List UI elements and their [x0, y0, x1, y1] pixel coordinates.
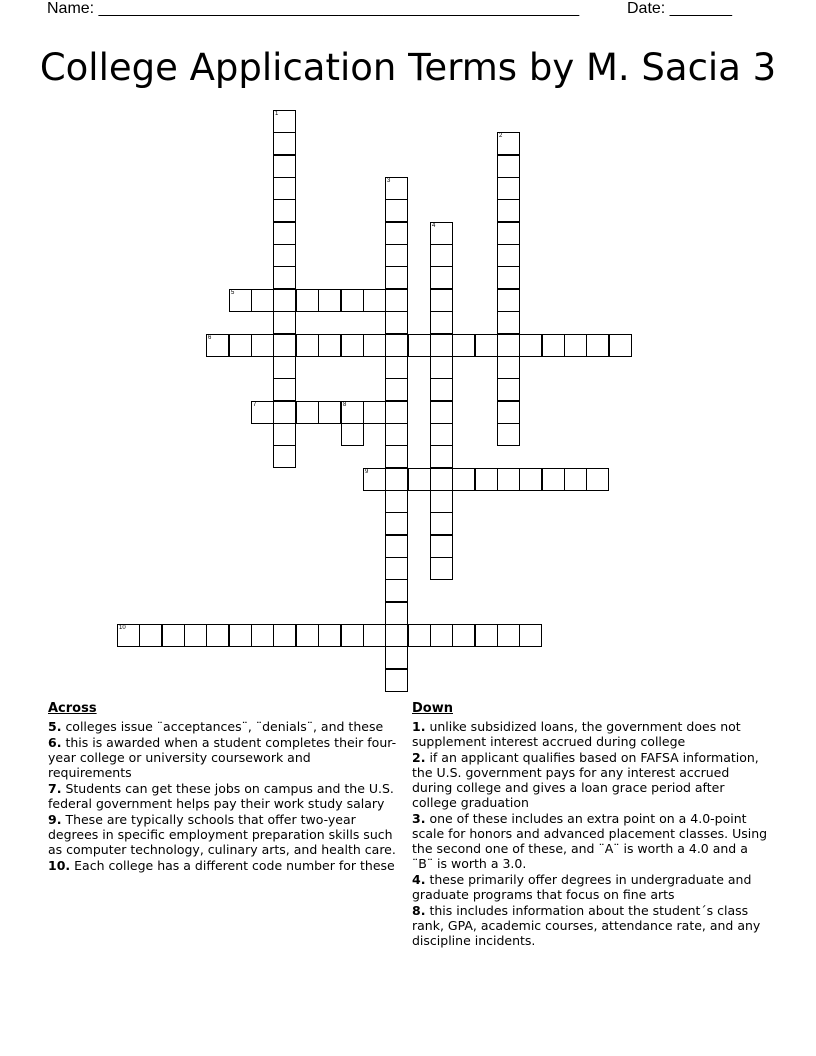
- grid-cell[interactable]: [519, 334, 542, 357]
- grid-cell[interactable]: [497, 244, 520, 267]
- name-field[interactable]: Name: ______________________________________________________: [47, 0, 580, 17]
- grid-cell[interactable]: [363, 401, 386, 424]
- grid-cell[interactable]: [497, 624, 520, 647]
- grid-cell[interactable]: [497, 378, 520, 401]
- clue-number: 6.: [48, 735, 62, 750]
- clue-number: 9.: [48, 812, 62, 827]
- down-clues: [412, 700, 772, 949]
- grid-cell[interactable]: [229, 624, 252, 647]
- grid-cell[interactable]: [497, 199, 520, 222]
- grid-cell[interactable]: [385, 445, 408, 468]
- grid-cell[interactable]: [229, 289, 252, 312]
- grid-cell[interactable]: [229, 334, 252, 357]
- grid-cell[interactable]: [385, 401, 408, 424]
- grid-cell[interactable]: [430, 222, 453, 245]
- grid-cell[interactable]: [430, 490, 453, 513]
- grid-cell[interactable]: [341, 624, 364, 647]
- date-field[interactable]: Date: _______: [627, 0, 732, 17]
- clue-number: 10.: [48, 858, 71, 873]
- grid-cell[interactable]: [385, 378, 408, 401]
- clue-number: 3.: [412, 811, 426, 826]
- grid-cell[interactable]: [519, 468, 542, 491]
- down-heading: Down: [412, 701, 453, 716]
- grid-cell[interactable]: [385, 244, 408, 267]
- grid-cell[interactable]: [251, 624, 274, 647]
- grid-cell[interactable]: [385, 535, 408, 558]
- across-heading: Across: [48, 701, 97, 716]
- grid-cell[interactable]: [385, 557, 408, 580]
- grid-cell[interactable]: [273, 289, 296, 312]
- grid-cell[interactable]: [341, 401, 364, 424]
- grid-cell[interactable]: [497, 401, 520, 424]
- cell-number: 9: [365, 469, 369, 475]
- cell-number: 6: [208, 335, 212, 341]
- cell-number: 1: [275, 111, 279, 117]
- clue-across-6: [48, 735, 398, 780]
- clue-text: Students can get these jobs on campus and the U.S. federal government helps pay their work study salary: [48, 781, 394, 811]
- grid-cell[interactable]: [363, 624, 386, 647]
- grid-cell[interactable]: [139, 624, 162, 647]
- cell-number: 5: [231, 290, 235, 296]
- grid-cell[interactable]: [318, 289, 341, 312]
- clue-text: colleges issue ¨acceptances¨, ¨denials¨, and these: [65, 719, 384, 734]
- grid-cell[interactable]: [251, 289, 274, 312]
- grid-cell[interactable]: [430, 445, 453, 468]
- grid-cell[interactable]: [341, 334, 364, 357]
- grid-cell[interactable]: [318, 624, 341, 647]
- grid-cell[interactable]: [430, 356, 453, 379]
- grid-cell[interactable]: [475, 468, 498, 491]
- grid-cell[interactable]: [385, 468, 408, 491]
- grid-cell[interactable]: [273, 356, 296, 379]
- grid-cell[interactable]: [452, 468, 475, 491]
- grid-cell[interactable]: [564, 334, 587, 357]
- grid-cell[interactable]: [363, 289, 386, 312]
- grid-cell[interactable]: [273, 624, 296, 647]
- grid-cell[interactable]: [519, 624, 542, 647]
- grid-cell[interactable]: [430, 468, 453, 491]
- grid-cell[interactable]: [385, 579, 408, 602]
- grid-cell[interactable]: [273, 334, 296, 357]
- grid-cell[interactable]: [497, 266, 520, 289]
- clue-text: these primarily offer degrees in undergraduate and graduate programs that focus on fine arts: [412, 872, 752, 902]
- grid-cell[interactable]: [430, 401, 453, 424]
- grid-cell[interactable]: [273, 378, 296, 401]
- grid-cell[interactable]: [430, 378, 453, 401]
- grid-cell[interactable]: [497, 468, 520, 491]
- clue-down-1: [412, 719, 772, 749]
- grid-cell[interactable]: [586, 334, 609, 357]
- grid-cell[interactable]: [430, 423, 453, 446]
- clue-text: Each college has a different code number for these: [74, 858, 395, 873]
- grid-cell[interactable]: [408, 624, 431, 647]
- grid-cell[interactable]: [430, 244, 453, 267]
- grid-cell[interactable]: [341, 423, 364, 446]
- clue-text: if an applicant qualifies based on FAFSA information, the U.S. government pays for any interest accrued during college and gives a loan grace period after college graduation: [412, 750, 759, 810]
- grid-cell[interactable]: [475, 624, 498, 647]
- grid-cell[interactable]: [273, 110, 296, 133]
- clue-number: 2.: [412, 750, 426, 765]
- grid-cell[interactable]: [273, 155, 296, 178]
- grid-cell[interactable]: [385, 311, 408, 334]
- grid-cell[interactable]: [430, 557, 453, 580]
- grid-cell[interactable]: [542, 334, 565, 357]
- grid-cell[interactable]: [385, 356, 408, 379]
- cell-number: 3: [387, 178, 391, 184]
- grid-cell[interactable]: [452, 624, 475, 647]
- clue-text: this includes information about the student´s class rank, GPA, academic courses, attendance rate, and any discipline incidents.: [412, 903, 761, 948]
- grid-cell[interactable]: [117, 624, 140, 647]
- grid-cell[interactable]: [318, 334, 341, 357]
- grid-cell[interactable]: [385, 669, 408, 692]
- grid-cell[interactable]: [385, 490, 408, 513]
- grid-cell[interactable]: [273, 401, 296, 424]
- grid-cell[interactable]: [408, 468, 431, 491]
- clue-text: These are typically schools that offer two-year degrees in specific employment preparation skills such as computer technology, culinary arts, and health care.: [48, 812, 396, 857]
- grid-cell[interactable]: [497, 177, 520, 200]
- page-title: College Application Terms by M. Sacia 3: [39, 46, 777, 89]
- grid-cell[interactable]: [385, 423, 408, 446]
- grid-cell[interactable]: [497, 311, 520, 334]
- clue-down-4: [412, 872, 772, 902]
- grid-cell[interactable]: [385, 602, 408, 625]
- grid-cell[interactable]: [430, 624, 453, 647]
- clue-down-2: [412, 750, 772, 810]
- grid-cell[interactable]: [497, 132, 520, 155]
- clue-down-8: [412, 903, 772, 948]
- grid-cell[interactable]: [497, 423, 520, 446]
- grid-cell[interactable]: [430, 311, 453, 334]
- grid-cell[interactable]: [273, 244, 296, 267]
- clue-across-10: [48, 858, 398, 873]
- grid-cell[interactable]: [385, 222, 408, 245]
- clue-text: this is awarded when a student completes their four-year college or university coursework and requirements: [48, 735, 397, 780]
- grid-cell[interactable]: [430, 289, 453, 312]
- grid-cell[interactable]: [385, 624, 408, 647]
- grid-cell[interactable]: [296, 624, 319, 647]
- grid-cell[interactable]: [497, 334, 520, 357]
- cell-number: 10: [119, 625, 126, 631]
- clue-text: one of these includes an extra point on a 4.0-point scale for honors and advanced placement classes. Using the second one of these, and ¨A¨ is worth a 4.0 and a ¨B¨ is worth a 3.0.: [412, 811, 768, 871]
- grid-cell[interactable]: [363, 468, 386, 491]
- grid-cell[interactable]: [475, 334, 498, 357]
- clue-text: unlike subsidized loans, the government does not supplement interest accrued during college: [412, 719, 741, 749]
- grid-cell[interactable]: [206, 334, 229, 357]
- grid-cell[interactable]: [385, 199, 408, 222]
- grid-cell[interactable]: [251, 401, 274, 424]
- grid-cell[interactable]: [363, 334, 386, 357]
- grid-cell[interactable]: [497, 289, 520, 312]
- grid-cell[interactable]: [564, 468, 587, 491]
- grid-cell[interactable]: [273, 445, 296, 468]
- grid-cell[interactable]: [341, 289, 364, 312]
- grid-cell[interactable]: [497, 222, 520, 245]
- grid-cell[interactable]: [609, 334, 632, 357]
- clue-number: 7.: [48, 781, 62, 796]
- grid-cell[interactable]: [430, 266, 453, 289]
- clue-across-7: [48, 781, 398, 811]
- clue-across-9: [48, 812, 398, 857]
- grid-cell[interactable]: [408, 334, 431, 357]
- grid-cell[interactable]: [385, 266, 408, 289]
- grid-cell[interactable]: [385, 646, 408, 669]
- clue-across-5: [48, 719, 398, 734]
- grid-cell[interactable]: [452, 334, 475, 357]
- grid-cell[interactable]: [251, 334, 274, 357]
- clue-number: 8.: [412, 903, 426, 918]
- grid-cell[interactable]: [162, 624, 185, 647]
- grid-cell[interactable]: [296, 401, 319, 424]
- grid-cell[interactable]: [296, 289, 319, 312]
- grid-cell[interactable]: [273, 266, 296, 289]
- grid-cell[interactable]: [273, 177, 296, 200]
- grid-cell[interactable]: [497, 155, 520, 178]
- grid-cell[interactable]: [273, 222, 296, 245]
- grid-cell[interactable]: [273, 199, 296, 222]
- grid-cell[interactable]: [273, 423, 296, 446]
- grid-cell[interactable]: [430, 334, 453, 357]
- cell-number: 7: [253, 402, 257, 408]
- across-clues: [48, 700, 398, 874]
- grid-cell[interactable]: [497, 356, 520, 379]
- grid-cell[interactable]: [273, 132, 296, 155]
- grid-cell[interactable]: [184, 624, 207, 647]
- grid-cell[interactable]: [318, 401, 341, 424]
- clue-number: 5.: [48, 719, 62, 734]
- grid-cell[interactable]: [542, 468, 565, 491]
- grid-cell[interactable]: [385, 512, 408, 535]
- grid-cell[interactable]: [385, 334, 408, 357]
- grid-cell[interactable]: [385, 177, 408, 200]
- grid-cell[interactable]: [586, 468, 609, 491]
- cell-number: 2: [499, 133, 503, 139]
- cell-number: 4: [432, 223, 436, 229]
- clue-down-3: [412, 811, 772, 871]
- grid-cell[interactable]: [296, 334, 319, 357]
- grid-cell[interactable]: [430, 535, 453, 558]
- grid-cell[interactable]: [430, 512, 453, 535]
- grid-cell[interactable]: [385, 289, 408, 312]
- clue-number: 4.: [412, 872, 426, 887]
- cell-number: 8: [343, 402, 347, 408]
- grid-cell[interactable]: [206, 624, 229, 647]
- clue-number: 1.: [412, 719, 426, 734]
- grid-cell[interactable]: [273, 311, 296, 334]
